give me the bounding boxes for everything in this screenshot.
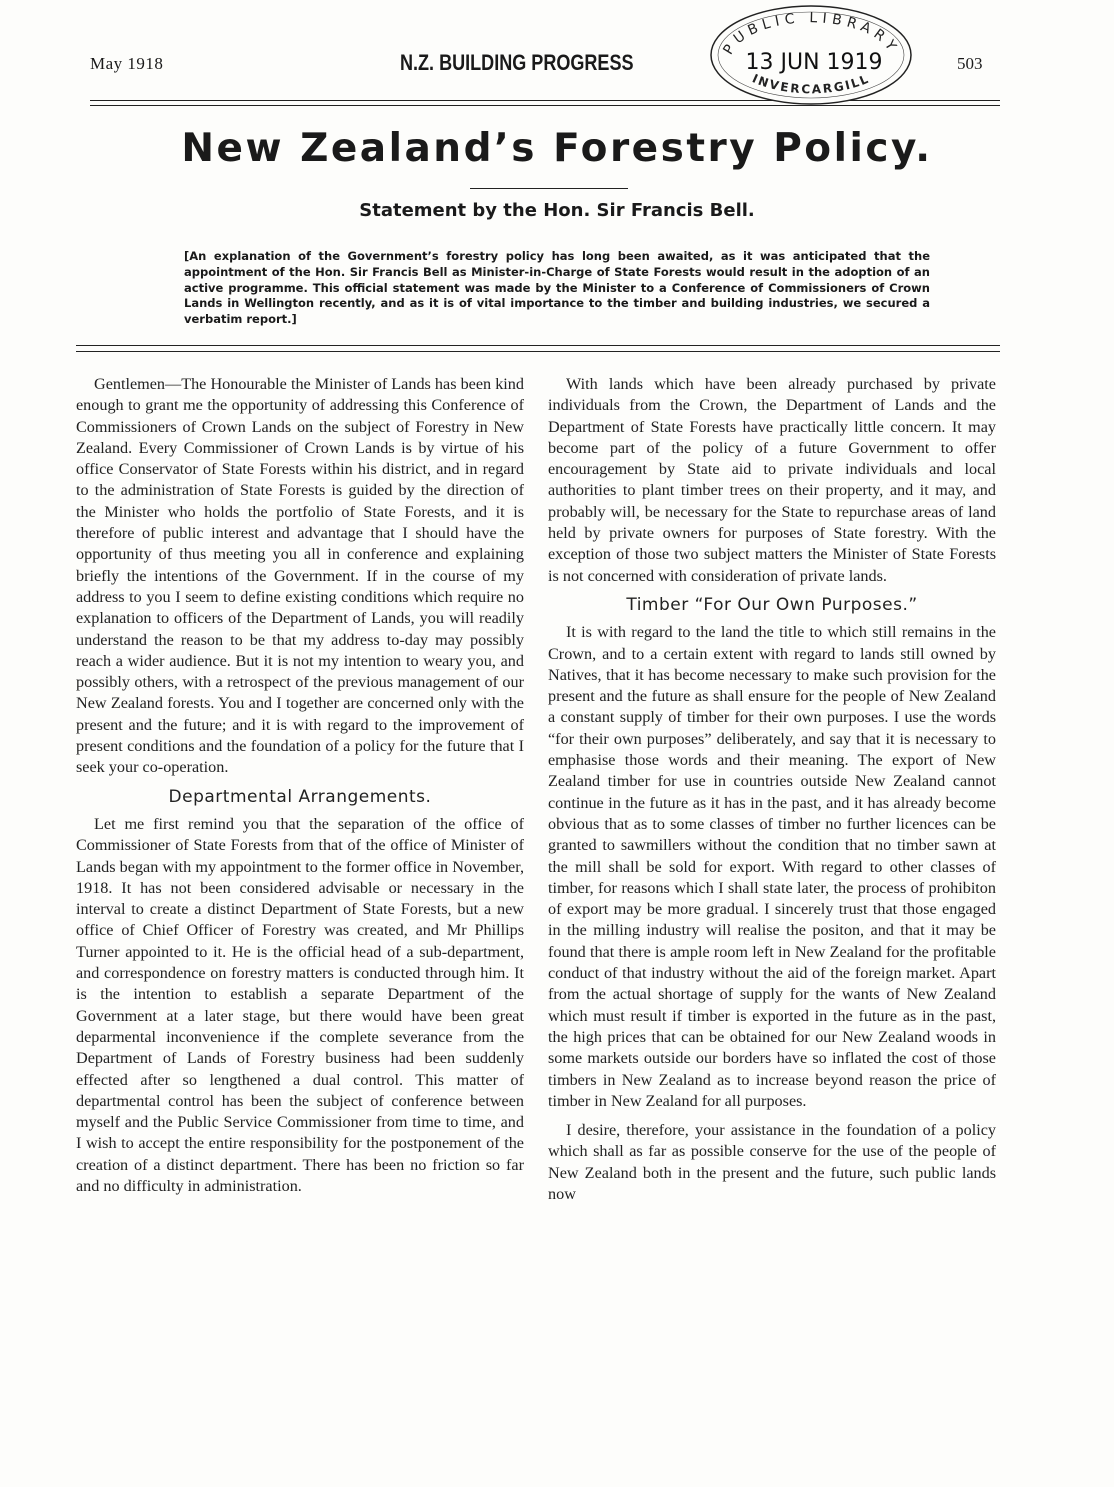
body-paragraph: It is with regard to the land the title to which still remains in the Crown, and to a certain extent with regard to lands still owned by Natives, that it has become necessary to make such provision for the present and the future as shall ensure for the people of New Zealand a constant supply of timber for their own purposes. I use the words “for their own purposes” deliberately, and say that it is necessary to emphasise those words and their meaning. The export of New Zealand timber for use in countries outside New Zealand cannot continue in the future as it has in the past, and it has already become obvious that as to some classes of timber no further licences can be granted to sawmillers without the condition that no timber sawn at the mill shall be sold for export. With regard to other classes of timber, for reasons which I shall state later, the process of prohibiton of export may be more gradual. I sincerely trust that those engaged in the milling industry will realise the positon, and that it may be found that there is ample room left in New Zealand for the profitable conduct of that industry without the aid of the foreign market. Apart from the actual shortage of supply for the wants of New Zealand which must result if timber is exported in the future as in the past, the high prices that can be obtained for our New Zealand woods in some markets outside our borders have so inflated the cost of those timbers in New Zealand as to increase beyond reason the price of timber in New Zealand for all purposes. bbox=[548, 623, 996, 1110]
section-heading-departmental: Departmental Arrangements. bbox=[168, 786, 432, 807]
right-column bbox=[548, 374, 996, 1205]
section-heading-timber: Timber “For Our Own Purposes.” bbox=[626, 594, 918, 615]
body-paragraph: Let me first remind you that the separation of the office of Commissioner of State Forests from that of the office of Minister of Lands began with my appointment to the former office in November, 1918. It has not been considered advisable or necessary in the interval to create a distinct Department of State Forests, but a new office of Chief Officer of Forestry was created, and Mr Phillips Turner appointed to it. He is the official head of a sub-department, and correspondence on forestry matters is conducted through him. It is the intention to establish a separate Department of the Government at a later stage, but there would have been great deparmental inconvenience if the complete severance from the Department of Lands of Forestry business had been suddenly effected after so lengthened a dual control. This matter of departmental control has been the subject of conference between myself and the Public Service Commissioner from time to time, and I wish to accept the entire responsibility for the postponement of the creation of a distinct department. There has been no friction so far and no difficulty in administration. bbox=[76, 814, 524, 1195]
library-stamp bbox=[706, 2, 916, 112]
stamp-bottom-text: INVERCARGILL bbox=[750, 71, 872, 97]
body-rule-bottom bbox=[76, 351, 1000, 352]
body-paragraph: I desire, therefore, your assistance in the foundation of a policy which shall as far as possible conserve for the use of the people of New Zealand both in the present and the future, such public lands now bbox=[548, 1121, 996, 1203]
issue-date: May 1918 bbox=[90, 54, 164, 73]
body-rule-top bbox=[76, 345, 1000, 346]
publication-name: N.Z. BUILDING PROGRESS bbox=[400, 50, 634, 75]
article-title: New Zealand’s Forestry Policy. bbox=[181, 126, 933, 171]
body-paragraph: Gentlemen—The Honourable the Minister of Lands has been kind enough to grant me the opportunity of addressing this Conference of Commissioners of Crown Lands on the subject of Forestry in New Zealand. Every Commissioner of Crown Lands is by virtue of his office Conservator of State Forests within his district, and in regard to the administration of State Forests is guided by the direction of the Minister who holds the portfolio of State Forests, and it is therefore of public interest and advantage that I should have the opportunity of thus meeting you all in conference and explaining briefly the intentions of the Government. If in the course of my address to you I seem to define existing conditions which require no explanation to officers of the Department of Lands, you will readily understand the reason to be that my address to-day may possibly reach a wider audience. But it is not my intention to weary you, and possibly others, with a retrospect of the previous management of our New Zealand forests. You and I together are concerned only with the present and the future; and it is with regard to the improvement of present conditions and the foundation of a policy for the future that I seek your co-operation. bbox=[76, 375, 524, 777]
article-subtitle: Statement by the Hon. Sir Francis Bell. bbox=[359, 200, 755, 221]
title-divider bbox=[470, 188, 628, 189]
paragraph-gap bbox=[548, 1112, 996, 1120]
left-column bbox=[76, 374, 524, 1197]
editorial-intro: [An explanation of the Government’s forestry policy has long been awaited, as it was anticipated that the appointment of the Hon. Sir Francis Bell as Minister-in-Charge of State Forests would result in the adoption of an active programme. This official statement was made by the Minister to a Conference of Commissioners of Crown Lands in Wellington recently, and as it is of vital importance to the timber and building industries, we secured a verbatim report.] bbox=[184, 249, 930, 327]
page-number: 503 bbox=[957, 54, 983, 73]
stamp-date: 13 JUN 1919 bbox=[745, 50, 883, 75]
body-paragraph: With lands which have been already purchased by private individuals from the Crown, the Department of Lands and the Department of State Forests have practically little concern. It may become part of the policy of a future Government to offer encouragement by State aid to private individuals and local authorities to plant timber trees on their property, and it may, and probably will, be necessary for the State to repurchase areas of land held by private owners for purposes of State forestry. With the exception of those two subject matters the Minister of State Forests is not concerned with consideration of private lands. bbox=[548, 375, 996, 585]
stamp-top-text: PUBLIC LIBRARY bbox=[720, 10, 902, 58]
